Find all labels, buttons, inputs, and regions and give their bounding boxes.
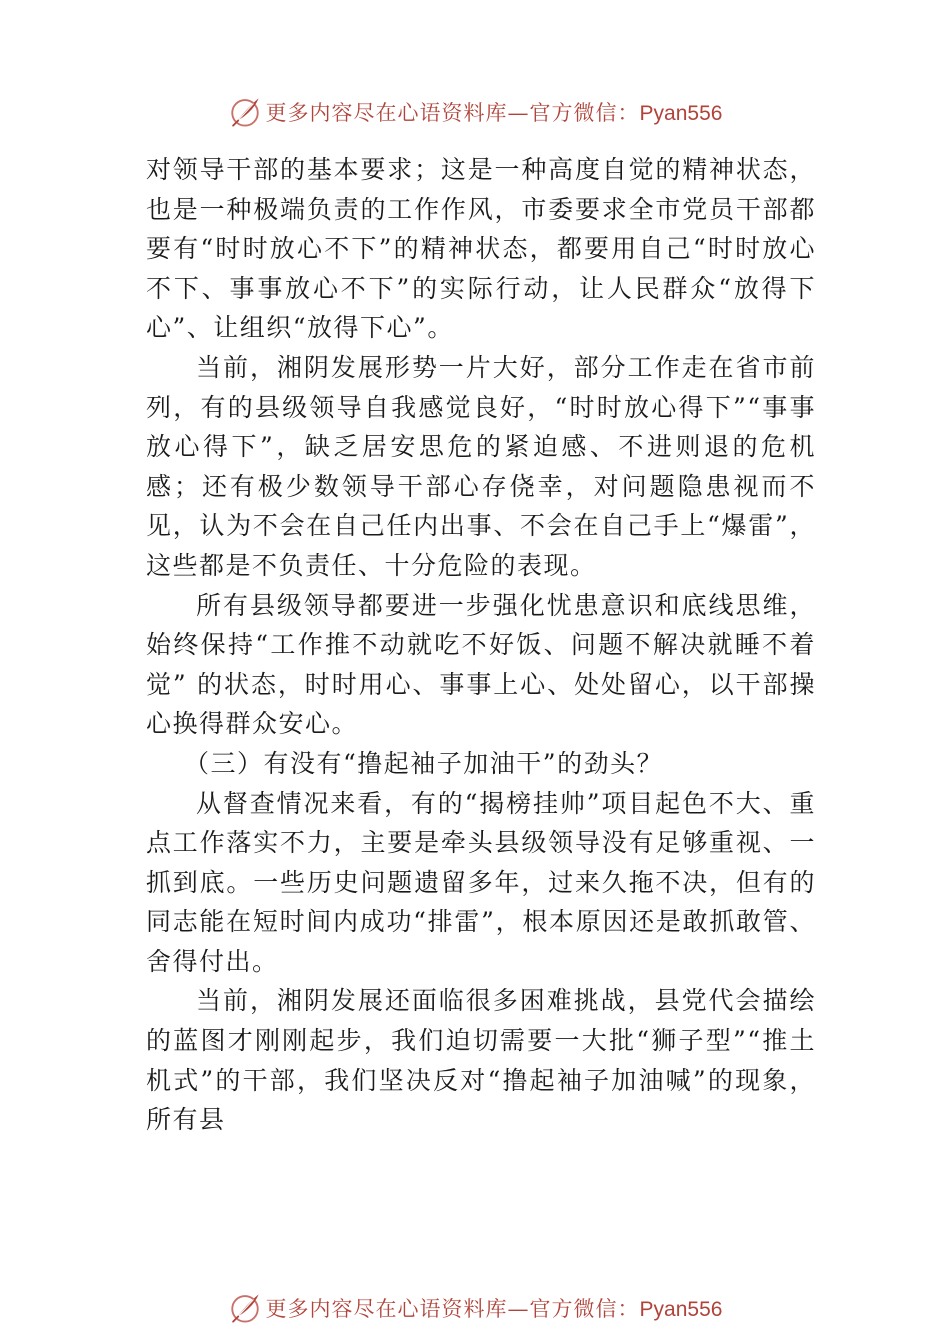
paragraph-3: 所有县级领导都要进一步强化忧患意识和底线思维，始终保持“工作推不动就吃不好饭、问题不解决就睡不着觉” 的状态，时时用心、事事上心、处处留心，以干部操心换得群众安心。 [146,590,816,739]
footer-banner [0,1288,950,1328]
header-banner [0,92,950,132]
section-heading: （三）有没有“撸起袖子加油干”的劲头？ [184,748,664,778]
footer-banner-label: 更多内容尽在心语资料库—官方微信： [265,1297,640,1321]
header-banner-label: 更多内容尽在心语资料库—官方微信： [265,101,640,125]
feather-pen-logo-icon [228,95,262,129]
header-wechat-id: Pyan556 [639,102,723,125]
feather-pen-logo-icon [228,1291,262,1325]
paragraph-5: 当前，湘阴发展还面临很多困难挑战，县党代会描绘的蓝图才刚刚起步，我们迫切需要一大批“狮子型”“推土机式”的干部，我们坚决反对“撸起袖子加油喊”的现象，所有县 [146,986,816,1135]
paragraph-2: 当前，湘阴发展形势一片大好，部分工作走在省市前列，有的县级领导自我感觉良好，“时时放心得下”“事事放心得下”，缺乏居安思危的紧迫感、不进则退的危机感；还有极少数领导干部心存侥幸，对问题隐患视而不见，认为不会在自己任内出事、不会在自己手上“爆雷”，这些都是不负责任、十分危险的表现。 [146,352,816,580]
document-body [146,150,816,1140]
footer-banner-text [266,1293,723,1323]
paragraph-4: 从督查情况来看，有的“揭榜挂帅”项目起色不大、重点工作落实不力，主要是牵头县级领导没有足够重视、一抓到底。一些历史问题遗留多年，过来久拖不决，但有的同志能在短时间内成功“排雷”，根本原因还是敢抓敢管、舍得付出。 [146,788,816,976]
paragraph-1: 对领导干部的基本要求；这是一种高度自觉的精神状态，也是一种极端负责的工作作风，市委要求全市党员干部都要有“时时放心不下”的精神状态，都要用自己“时时放心不下、事事放心不下”的实际行动，让人民群众“放得下心”、让组织“放得下心”。 [146,155,816,343]
header-banner-text [266,97,723,127]
footer-wechat-id: Pyan556 [639,1298,723,1321]
